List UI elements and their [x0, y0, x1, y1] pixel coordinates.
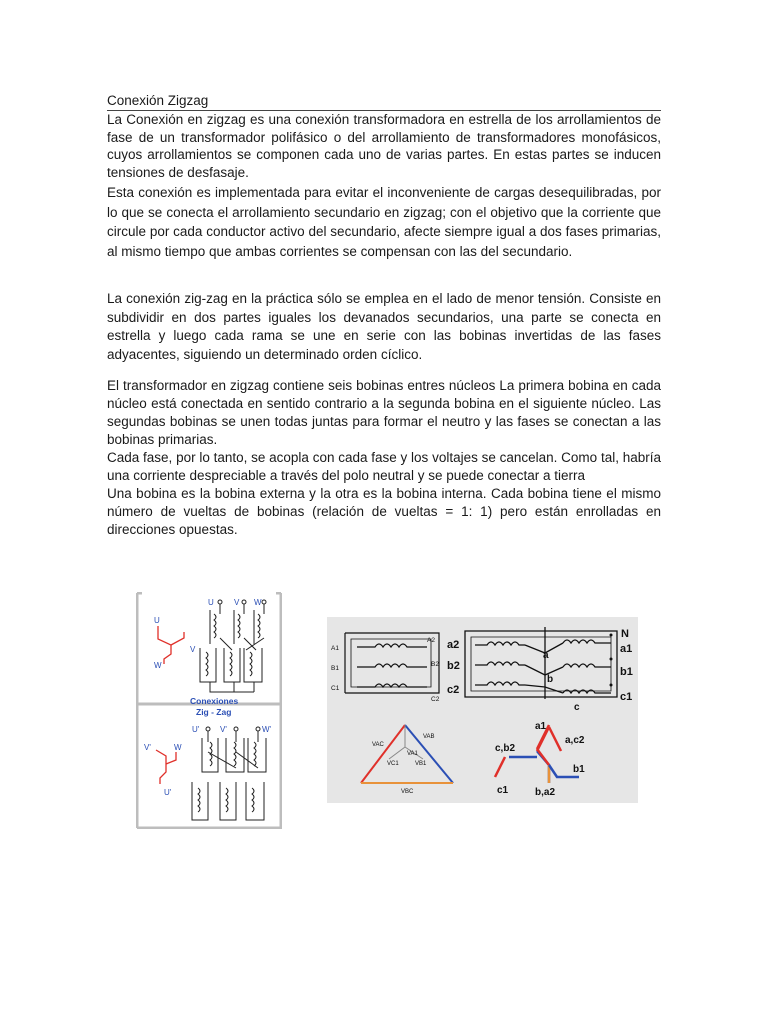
phasor-a1-label: a1 [535, 721, 547, 732]
zigzag-winding-drawing [327, 617, 638, 803]
vab-label: VAB [423, 734, 435, 740]
paragraph-2: Esta conexión es implementada para evitar el inconveniente de cargas desequilibradas, por lo que se conecta el arrollamiento secundario en zigzag; con el objetivo que la corriente que circule por cada conductor activo del secundario, afecte siempre igual a dos fases primarias, al mismo tiempo que ambas corrientes se compensan con las del secundario. [107, 185, 661, 259]
va1-label: VA1 [407, 751, 418, 757]
primary-b1-label: B1 [331, 665, 339, 672]
secondary-n-label: N [621, 628, 629, 640]
secondary-a-label: a [543, 650, 549, 661]
star-v-prime-label: V' [144, 743, 151, 752]
zigzag-connections-figure [136, 592, 282, 829]
terminal-w-prime-label: W' [262, 725, 272, 734]
figure-caption-line2: Zig - Zag [196, 707, 232, 717]
secondary-a1-label: a1 [620, 643, 633, 655]
vc1-label: VC1 [387, 761, 399, 767]
primary-a2-label: A2 [427, 637, 435, 644]
zigzag-connections-drawing [136, 592, 282, 829]
star-w-label: W [154, 661, 162, 670]
star-u-label: U [154, 616, 160, 625]
document-title: Conexión Zigzag [107, 93, 661, 111]
figure-caption-line1: Conexiones [190, 696, 239, 706]
zigzag-winding-diagram [327, 617, 638, 803]
star-v-label: V [190, 645, 196, 654]
secondary-c2-label: c2 [447, 684, 460, 696]
paragraph-1: La Conexión en zigzag es una conexión transformadora en estrella de los arrollamientos de fase de un transformador polifásico o del arrollamiento de transformadores monofásicos, cuyos arrollamientos se componen cada uno de varias partes. En estas partes se inducen tensiones de desfasaje. [107, 112, 661, 180]
terminal-w-label: W [254, 598, 262, 607]
primary-b2-label: B2 [431, 661, 439, 668]
secondary-b-label: b [547, 674, 554, 685]
terminal-v-prime-label: V' [220, 725, 227, 734]
phasor-cb2-label: c,b2 [495, 743, 516, 754]
vb1-label: VB1 [415, 761, 427, 767]
secondary-c1-label: c1 [620, 691, 633, 703]
vac-label: VAC [372, 742, 384, 748]
secondary-b2-label: b2 [447, 660, 460, 672]
primary-c1-label: C1 [331, 685, 340, 692]
star-u-prime-label: U' [164, 788, 172, 797]
primary-c2-label: C2 [431, 696, 440, 703]
paragraph-4: El transformador en zigzag contiene seis bobinas entres núcleos La primera bobina en cada núcleo está conectada en sentido contrario a la segunda bobina en el siguiente núcleo. Las segundas bobinas se unen todas juntas para formar el neutro y las fases se conectan a las bobinas primarias. Cada fase, por lo tanto, se acopla con cada fase y los voltajes se cancelan. Como tal, habría una corriente despreciable a través del polo neutral y se puede conectar a tierra Una bobina es la bobina externa y la otra es la bobina interna. Cada bobina tiene el mismo número de vueltas de bobinas (relación de vueltas = 1: 1) pero están enrolladas en direcciones opuestas. [107, 378, 661, 537]
secondary-c-label: c [574, 702, 580, 713]
paragraph-3: La conexión zig-zag en la práctica sólo se emplea en el lado de menor tensión. Consiste en subdividir en dos partes iguales los devanados secundarios, una parte se conecta en estrella y luego cada rama se une en serie con las bobinas invertidas de las fases adyacentes, siguiendo un determinado orden cíclico. [107, 291, 661, 362]
phasor-b1-label: b1 [573, 764, 585, 775]
phasor-c1-label: c1 [497, 785, 509, 796]
phasor-ba2-label: b,a2 [535, 787, 556, 798]
vbc-label: VBC [401, 789, 414, 795]
phasor-ac2-label: a,c2 [565, 735, 585, 746]
terminal-u-prime-label: U' [192, 725, 200, 734]
star-w-prime-label: W [174, 743, 182, 752]
secondary-b1-label: b1 [620, 666, 633, 678]
terminal-v-label: V [234, 598, 240, 607]
secondary-a2-label: a2 [447, 639, 460, 651]
primary-a1-label: A1 [331, 645, 339, 652]
terminal-u-label: U [208, 598, 214, 607]
